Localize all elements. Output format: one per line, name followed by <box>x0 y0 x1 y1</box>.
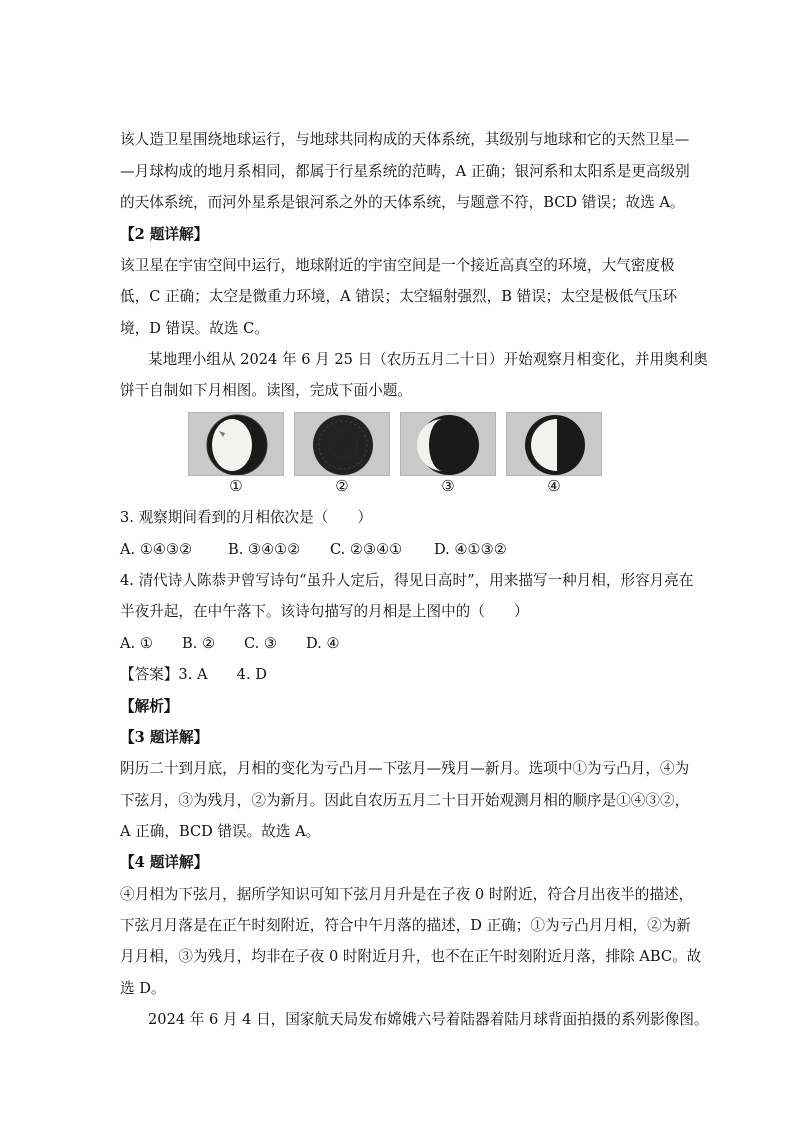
analysis-heading: 【解析】 <box>120 698 179 715</box>
question-3: 3. 观察期间看到的月相依次是（ ） <box>120 509 373 526</box>
text-line: 下弦月，③为残月，②为新月。因此自农历五月二十日开始观测月相的顺序是①④③②， <box>120 792 690 809</box>
option-d: D. ④①③② <box>434 541 507 558</box>
text-line: A 正确，BCD 错误。故选 A。 <box>120 823 321 840</box>
question-4-options <box>120 634 340 654</box>
text-line: 月月相，③为残月，均非在子夜 0 时附近月升，也不在正午时刻附近月落，排除 ABC。故 <box>120 948 702 965</box>
text-line: 下弦月月落是在正午时刻附近，符合中午月落的描述，D 正确；①为亏凸月月相，②为新 <box>120 917 691 934</box>
text-line: 选 D。 <box>120 980 166 997</box>
figure-label-1: ① <box>229 477 243 495</box>
text-line: 境，D 错误。故选 C。 <box>120 320 269 337</box>
moon-phase-image-2 <box>294 412 390 476</box>
question-4: 4. 清代诗人陈恭尹曾写诗句“虽升人定后，得见日高时”，用来描写一种月相，形容月亮在 <box>120 572 694 589</box>
moon-phase-image-1 <box>188 412 284 476</box>
option-c: C. ③ <box>244 635 278 652</box>
option-b: B. ③④①② <box>228 541 301 558</box>
question-3-options <box>120 540 507 560</box>
moon-phase-image-4 <box>506 412 602 476</box>
option-d: D. ④ <box>306 635 340 652</box>
text-line: ④月相为下弦月，据所学知识可知下弦月月升是在子夜 0 时附近，符合月出夜半的描述， <box>120 886 694 903</box>
section-heading: 【2 题详解】 <box>120 226 209 243</box>
text-line: 饼干自制如下月相图。读图，完成下面小题。 <box>120 382 412 399</box>
text-line: 低，C 正确；太空是微重力环境，A 错误；太空辐射强烈，B 错误；太空是极低气压环 <box>120 288 678 305</box>
section-heading: 【3 题详解】 <box>120 729 209 746</box>
option-c: C. ②③④① <box>330 541 403 558</box>
text-line: 半夜升起，在中午落下。该诗句描写的月相是上图中的（ ） <box>120 603 529 620</box>
option-a: A. ① <box>120 635 153 652</box>
figure-label-2: ② <box>335 477 349 495</box>
option-b: B. ② <box>182 635 216 652</box>
text-line: 2024 年 6 月 4 日，国家航天局发布嫦娥六号着陆器着陆月球背面拍摄的系列影像图。 <box>148 1011 709 1028</box>
text-line: 某地理小组从 2024 年 6 月 25 日（农历五月二十日）开始观察月相变化，并用奥利奥 <box>148 351 708 368</box>
text-line: 该卫星在宇宙空间中运行，地球附近的宇宙空间是一个接近高真空的环境，大气密度极 <box>120 257 675 274</box>
section-heading: 【4 题详解】 <box>120 854 209 871</box>
text-line: 的天体系统，而河外星系是银河系之外的天体系统，与题意不符，BCD 错误；故选 A。 <box>120 194 685 211</box>
option-a: A. ①④③② <box>120 541 193 558</box>
text-line: —月球构成的地月系相同，都属于行星系统的范畴，A 正确；银河系和太阳系是更高级别 <box>120 163 690 180</box>
figure-label-3: ③ <box>441 477 455 495</box>
answer-line: 【答案】3. A 4. D <box>120 666 267 683</box>
text-line: 该人造卫星围绕地球运行，与地球共同构成的天体系统，其级别与地球和它的天然卫星— <box>120 131 690 148</box>
text-line: 阴历二十到月底，月相的变化为亏凸月—下弦月—残月—新月。选项中①为亏凸月，④为 <box>120 760 690 777</box>
moon-phase-figure <box>188 412 602 476</box>
moon-phase-image-3 <box>400 412 496 476</box>
figure-label-4: ④ <box>547 477 561 495</box>
